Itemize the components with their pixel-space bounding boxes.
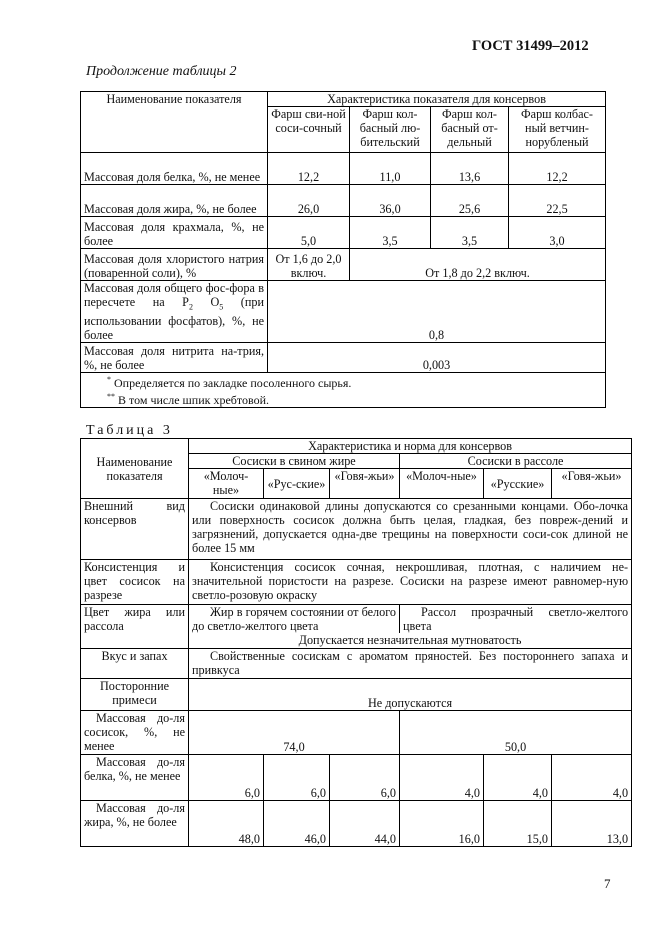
t3-cell: 4,0 xyxy=(484,754,552,800)
t3-fat-name: Массовая до-ля жира, %, не более xyxy=(81,800,189,846)
table-row xyxy=(81,217,606,249)
t2-nitrite-name: Массовая доля нитрита на-трия, %, не более xyxy=(81,343,268,373)
table-row xyxy=(81,281,606,343)
t2-cell: 26,0 xyxy=(268,185,350,217)
t2-cell: 5,0 xyxy=(268,217,350,249)
t3-sub-2: «Говя-жьи» xyxy=(330,469,400,499)
t2-row-name: Массовая доля белка, %, не менее xyxy=(81,153,268,185)
t2-sub-1: Фарш кол-басный лю-бительский xyxy=(350,107,431,153)
t2-footnotes xyxy=(81,373,606,408)
t3-foreign-text: Не допускаются xyxy=(189,678,632,710)
t3-cell: 15,0 xyxy=(484,800,552,846)
t3-color-brine: Рассол прозрачный светло-желтого цвета xyxy=(400,605,632,634)
t3-sub-3: «Молоч-ные» xyxy=(400,469,484,499)
t3-sausage-name: Массовая до-ля сосисок, %, не менее xyxy=(81,710,189,754)
t3-sub-0: «Молоч-ные» xyxy=(189,469,264,499)
table-row xyxy=(81,754,632,800)
table-row xyxy=(81,185,606,217)
table-row xyxy=(81,648,632,678)
t2-salt-rest: От 1,8 до 2,2 включ. xyxy=(350,249,606,281)
t2-phosphorus-value: 0,8 xyxy=(268,281,606,343)
table-row xyxy=(81,153,606,185)
table-2 xyxy=(80,91,606,408)
table-row xyxy=(81,249,606,281)
t2-cell: 3,5 xyxy=(431,217,509,249)
t3-cell: 6,0 xyxy=(330,754,400,800)
t3-cell: 6,0 xyxy=(264,754,330,800)
t3-protein-name: Массовая до-ля белка, %, не менее xyxy=(81,754,189,800)
table3-title: Таблица 3 xyxy=(86,423,173,438)
t3-header-group: Характеристика и норма для консервов xyxy=(189,439,632,454)
t2-cell: 22,5 xyxy=(509,185,606,217)
t2-cell: 13,6 xyxy=(431,153,509,185)
t3-cell: 6,0 xyxy=(189,754,264,800)
t3-appearance-name: Внешний вид консервов xyxy=(81,499,189,560)
t3-color-fat: Жир в горячем состоянии от белого до светло-желтого цвета xyxy=(189,605,400,634)
t3-sausage-b: 50,0 xyxy=(400,710,632,754)
table-row xyxy=(81,710,632,754)
t3-taste-name: Вкус и запах xyxy=(81,648,189,678)
table-row xyxy=(81,678,632,710)
t3-cell: 16,0 xyxy=(400,800,484,846)
table-3 xyxy=(80,438,632,847)
t2-phosphorus-name: Массовая доля общего фос-фора в пересчете на $P_2$ $O_5$ (при использовании фосфатов), %, не более xyxy=(81,281,268,343)
t2-cell: 3,0 xyxy=(509,217,606,249)
t3-consistency-text: Консистенция сосисок сочная, некрошливая, плотная, с наличием не-значительной пористости на разрезе. Сосиски на разрезе имеют равномер-ную светло-розовую окраску xyxy=(189,560,632,605)
t3-appearance-text: Сосиски одинаковой длины допускаются со срезанными концами. Обо-лочка или поверхность сосисок должна быть целая, гладкая, без повреж-дений и загрязнений, допускается одна-две трещины на поверхности соси-сок длиной не более 15 мм xyxy=(189,499,632,560)
t2-salt-name: Массовая доля хлористого натрия (поваренной соли), % xyxy=(81,249,268,281)
t3-cell: 46,0 xyxy=(264,800,330,846)
t2-cell: 12,2 xyxy=(268,153,350,185)
t2-sub-0: Фарш сви-ной соси-сочный xyxy=(268,107,350,153)
t2-cell: 25,6 xyxy=(431,185,509,217)
t2-header-group: Характеристика показателя для консервов xyxy=(268,92,606,107)
table-row xyxy=(81,800,632,846)
t3-sub-5: «Говя-жьи» xyxy=(552,469,632,499)
t2-cell: 11,0 xyxy=(350,153,431,185)
table-row xyxy=(81,343,606,373)
t3-taste-text: Свойственные сосискам с ароматом пряностей. Без постороннего запаха и привкуса xyxy=(189,648,632,678)
t2-nitrite-value: 0,003 xyxy=(268,343,606,373)
t3-cell: 44,0 xyxy=(330,800,400,846)
t2-header-indicator: Наименование показателя xyxy=(81,92,268,153)
t2-cell: 12,2 xyxy=(509,153,606,185)
t3-header-indicator: Наименование показателя xyxy=(81,439,189,499)
t3-color-note: Допускается незначительная мутноватость xyxy=(189,633,632,648)
t2-row-name: Массовая доля жира, %, не более xyxy=(81,185,268,217)
t3-cell: 4,0 xyxy=(552,754,632,800)
table2-continuation-title: Продолжение таблицы 2 xyxy=(86,64,237,79)
footnote-2: ** В том числе шпик хребтовой. xyxy=(107,392,269,408)
t2-sub-3: Фарш колбас-ный ветчин-норубленый xyxy=(509,107,606,153)
t2-sub-2: Фарш кол-басный от-дельный xyxy=(431,107,509,153)
table-row xyxy=(81,560,632,605)
t3-foreign-name: Посторонние примеси xyxy=(81,678,189,710)
t3-cell: 13,0 xyxy=(552,800,632,846)
t3-sausage-a: 74,0 xyxy=(189,710,400,754)
standard-number: ГОСТ 31499–2012 xyxy=(472,38,589,54)
table-row xyxy=(81,499,632,560)
t2-row-name: Массовая доля крахмала, %, не более xyxy=(81,217,268,249)
t3-sub-4: «Русские» xyxy=(484,469,552,499)
t2-cell: 3,5 xyxy=(350,217,431,249)
t3-group-b: Сосиски в рассоле xyxy=(400,454,632,469)
t3-cell: 4,0 xyxy=(400,754,484,800)
t2-salt-first: От 1,6 до 2,0 включ. xyxy=(268,249,350,281)
t3-color-name: Цвет жира или рассола xyxy=(81,605,189,649)
t2-cell: 36,0 xyxy=(350,185,431,217)
t3-cell: 48,0 xyxy=(189,800,264,846)
t3-group-a: Сосиски в свином жире xyxy=(189,454,400,469)
t3-sub-1: «Рус-ские» xyxy=(264,469,330,499)
page-number: 7 xyxy=(604,876,611,891)
footnote-1: * Определяется по закладке посоленного сырья. xyxy=(107,375,352,391)
t3-consistency-name: Консистенция и цвет сосисок на разрезе xyxy=(81,560,189,605)
